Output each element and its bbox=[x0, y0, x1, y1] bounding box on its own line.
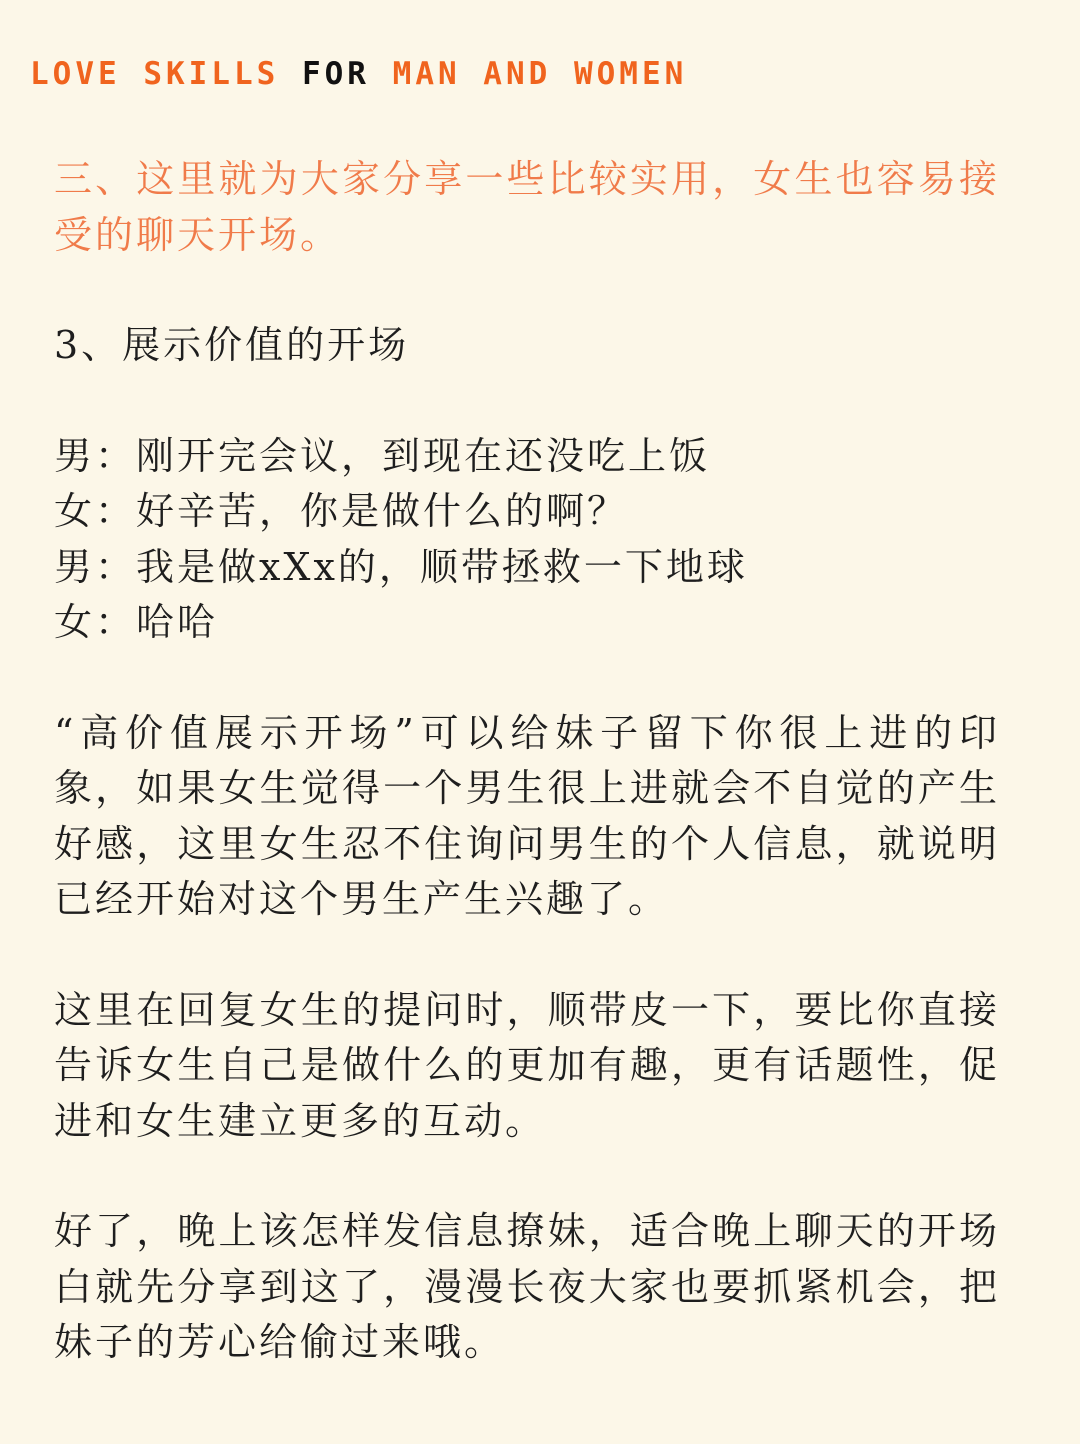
article-body bbox=[54, 152, 1000, 1371]
dialogue-line: 女：好辛苦，你是做什么的啊？ bbox=[54, 489, 629, 533]
subheading: 3、展示价值的开场 bbox=[54, 323, 410, 367]
header-word-for: FOR bbox=[301, 56, 370, 92]
paragraph-conclusion: 好了，晚上该怎样发信息撩妹，适合晚上聊天的开场白就先分享到这了，漫漫长夜大家也要抓紧机会，把妹子的芳心给偷过来哦。 bbox=[54, 1209, 1000, 1364]
header-word-man-and-women: MAN AND WOMEN bbox=[392, 56, 688, 92]
header-title bbox=[30, 52, 687, 96]
header-word-love-skills: LOVE SKILLS bbox=[30, 56, 280, 92]
paragraph-reply-tip: 这里在回复女生的提问时，顺带皮一下，要比你直接告诉女生自己是做什么的更加有趣，更有话题性，促进和女生建立更多的互动。 bbox=[54, 987, 1000, 1143]
dialogue-line: 男：我是做xXx的，顺带拯救一下地球 bbox=[54, 544, 748, 589]
paragraph-explanation: “高价值展示开场”可以给妹子留下你很上进的印象，如果女生觉得一个男生很上进就会不自觉的产生好感，这里女生忍不住询问男生的个人信息，就说明已经开始对这个男生产生兴趣了。 bbox=[54, 710, 1000, 921]
dialogue-line: 女：哈哈 bbox=[54, 600, 219, 644]
dialogue-line: 男：刚开完会议，到现在还没吃上饭 bbox=[54, 433, 711, 478]
section-heading: 三、这里就为大家分享一些比较实用，女生也容易接受的聊天开场。 bbox=[54, 157, 1000, 257]
dialogue-block bbox=[54, 429, 1000, 651]
